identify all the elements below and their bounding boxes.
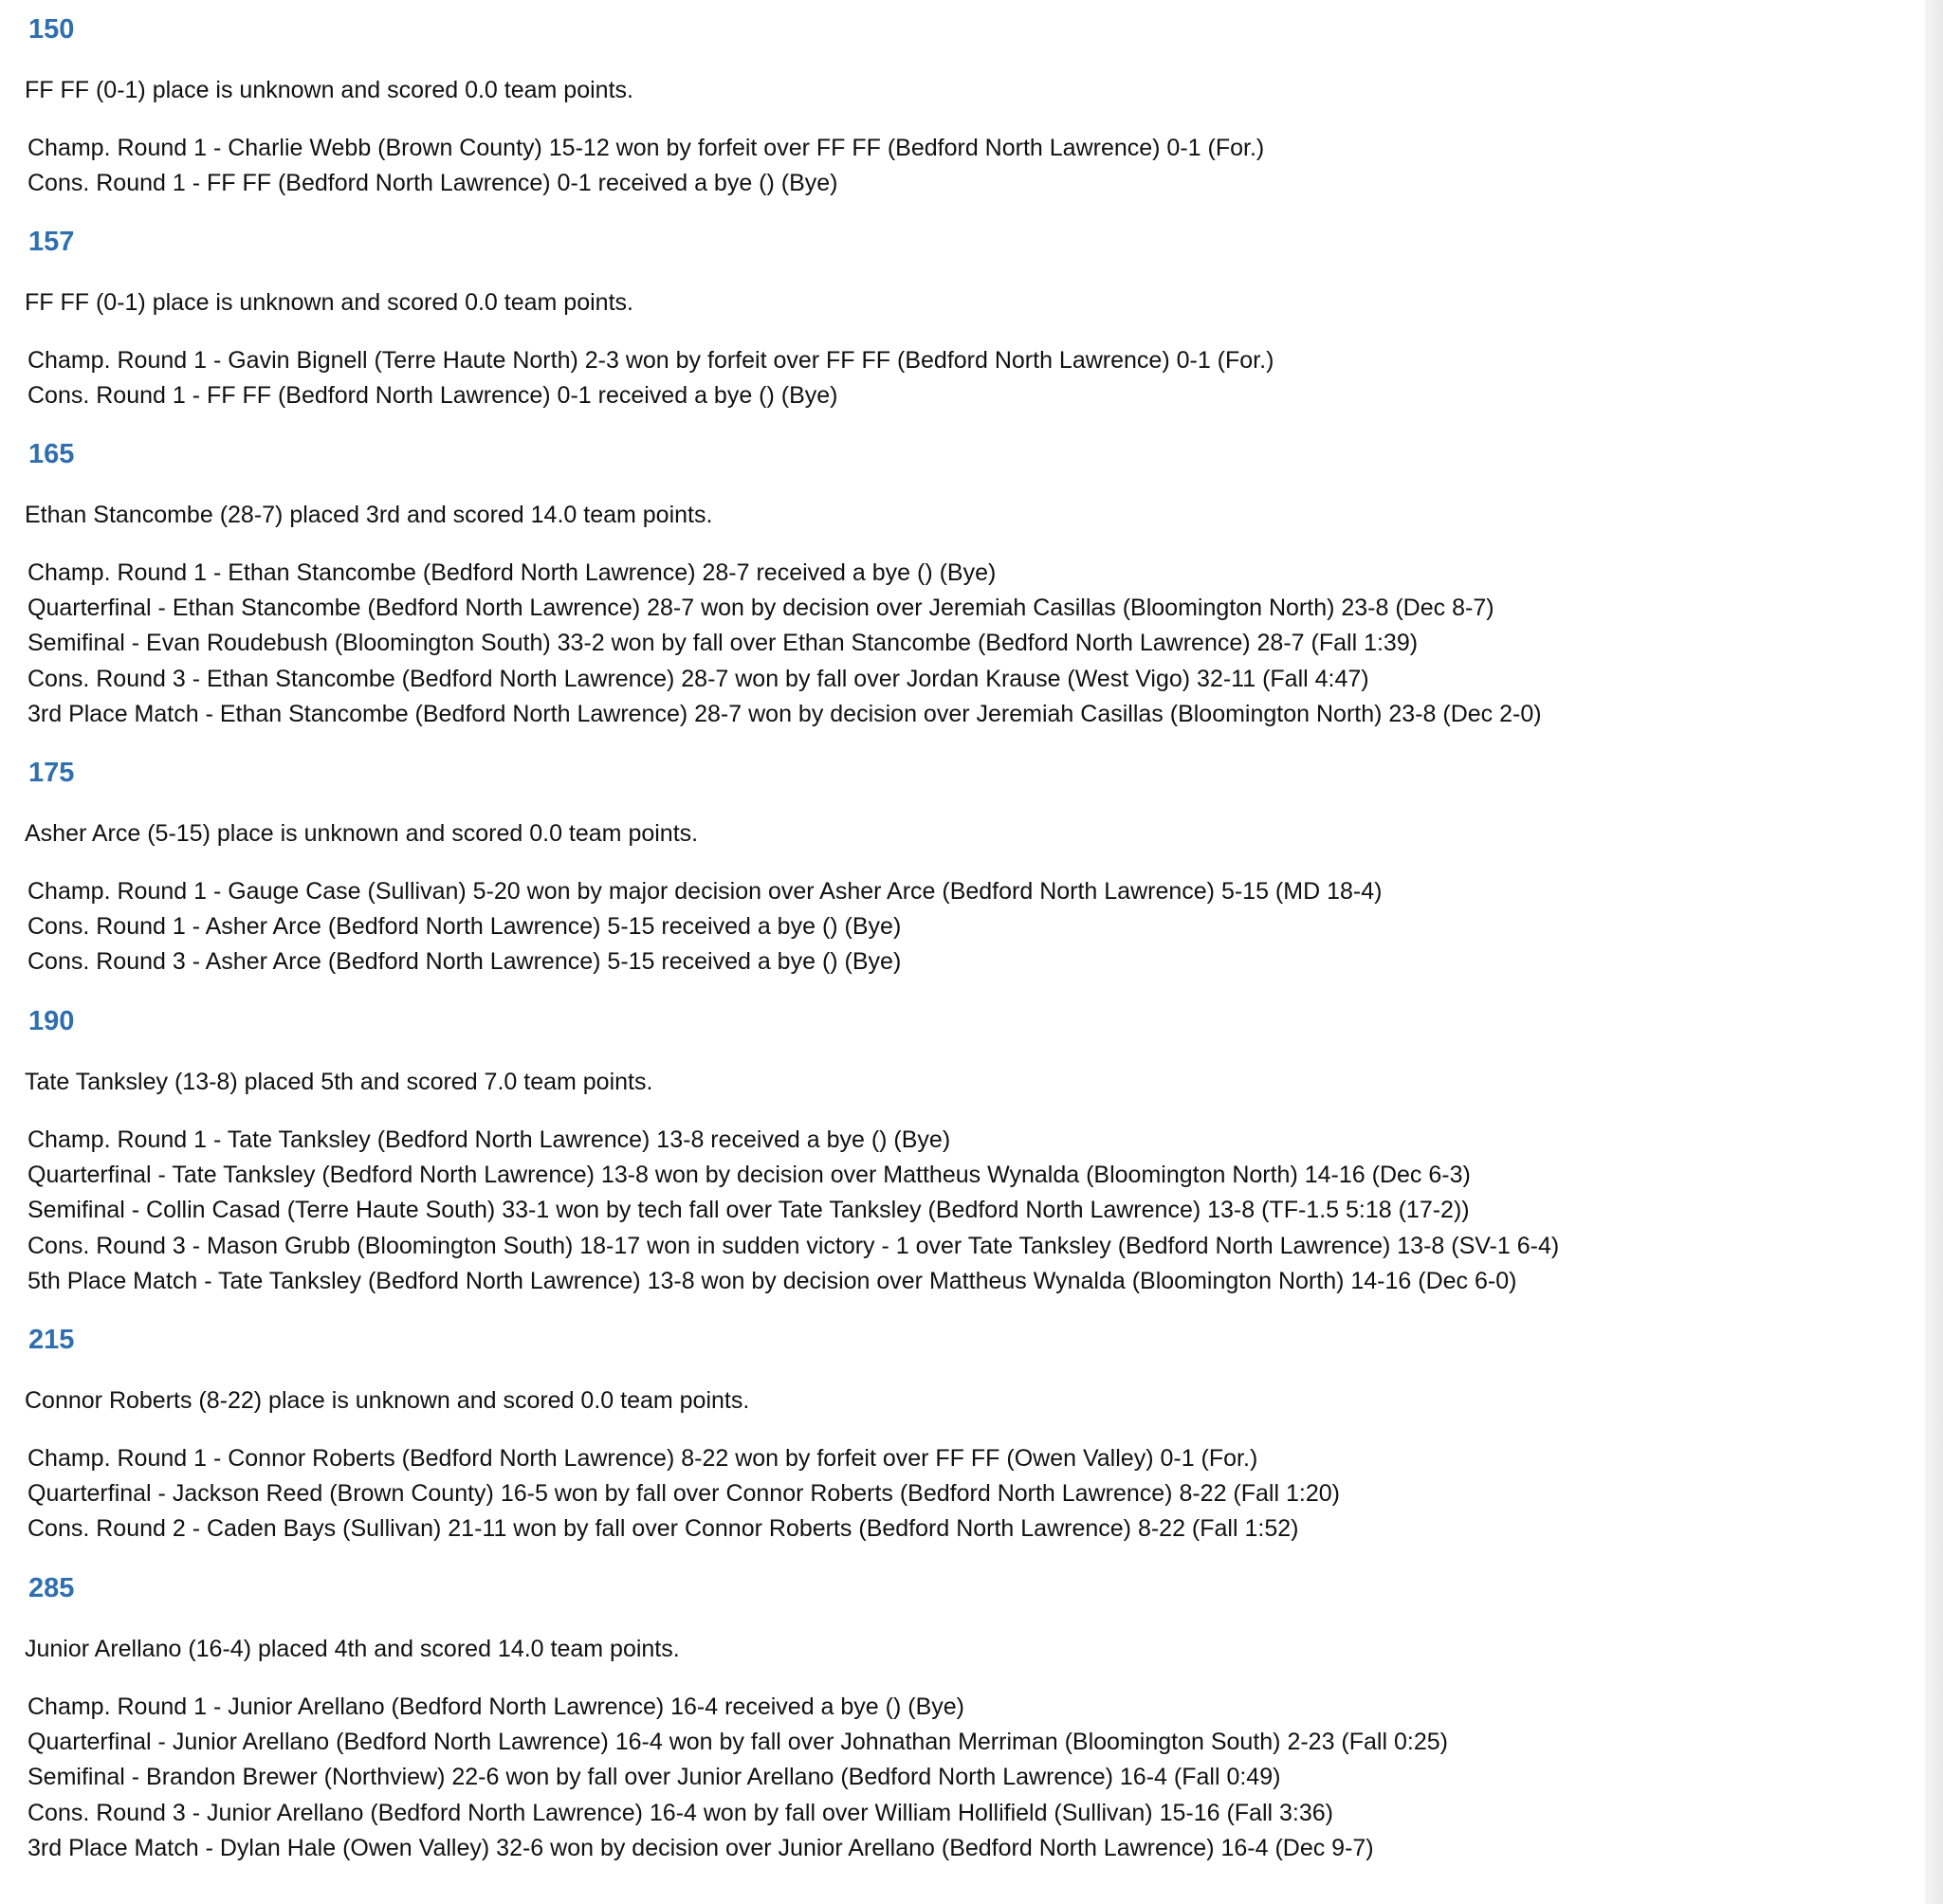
match-result: Semifinal - Brandon Brewer (Northview) 22-6 won by fall over Junior Arellano (Bedford North Lawrence) 16-4 (Fall 0:49) (27, 1764, 1281, 1790)
match-result: Champ. Round 1 - Charlie Webb (Brown County) 15-12 won by forfeit over FF FF (Bedford North Lawrence) 0-1 (For.) (27, 135, 1265, 161)
weight-class-heading: 215 (28, 1325, 75, 1355)
match-result: Cons. Round 1 - Asher Arce (Bedford North Lawrence) 5-15 received a bye () (Bye) (27, 913, 902, 940)
match-result: Cons. Round 3 - Mason Grubb (Bloomington South) 18-17 won in sudden victory - 1 over Tate Tanksley (Bedford North Lawrence) 13-8 (SV-1 6-4) (27, 1233, 1560, 1259)
weight-class-heading: 175 (28, 758, 75, 788)
match-result: Semifinal - Evan Roudebush (Bloomington South) 33-2 won by fall over Ethan Stancombe (Bedford North Lawrence) 28-7 (Fall 1:39) (27, 630, 1419, 656)
match-result: Cons. Round 3 - Junior Arellano (Bedford North Lawrence) 16-4 won by fall over William Hollifield (Sullivan) 15-16 (Fall 3:36) (27, 1800, 1334, 1826)
wrestler-summary: FF FF (0-1) place is unknown and scored 0.0 team points. (25, 77, 633, 103)
match-result: 3rd Place Match - Ethan Stancombe (Bedford North Lawrence) 28-7 won by decision over Jeremiah Casillas (Bloomington North) 23-8 (Dec 2-0) (27, 701, 1542, 727)
match-result: Champ. Round 1 - Connor Roberts (Bedford North Lawrence) 8-22 won by forfeit over FF FF (Owen Valley) 0-1 (For.) (27, 1445, 1258, 1472)
match-result: Quarterfinal - Jackson Reed (Brown County) 16-5 won by fall over Connor Roberts (Bedford North Lawrence) 8-22 (Fall 1:20) (27, 1480, 1340, 1507)
match-result: Champ. Round 1 - Ethan Stancombe (Bedford North Lawrence) 28-7 received a bye () (Bye) (27, 559, 997, 586)
wrestler-summary: Junior Arellano (16-4) placed 4th and scored 14.0 team points. (25, 1636, 680, 1662)
match-result: Cons. Round 3 - Asher Arce (Bedford North Lawrence) 5-15 received a bye () (Bye) (27, 948, 902, 975)
weight-class-heading: 157 (28, 227, 75, 257)
match-result: Quarterfinal - Tate Tanksley (Bedford North Lawrence) 13-8 won by decision over Mattheus Wynalda (Bloomington North) 14-16 (Dec 6-3) (27, 1162, 1471, 1188)
match-result: Cons. Round 3 - Ethan Stancombe (Bedford North Lawrence) 28-7 won by fall over Jordan Krause (West Vigo) 32-11 (Fall 4:47) (27, 666, 1369, 692)
match-result: Cons. Round 1 - FF FF (Bedford North Lawrence) 0-1 received a bye () (Bye) (27, 170, 838, 196)
match-result: Quarterfinal - Junior Arellano (Bedford North Lawrence) 16-4 won by fall over Johnathan Merriman (Bloomington South) 2-23 (Fall 0:25) (27, 1729, 1448, 1755)
weight-class-heading: 165 (28, 439, 75, 469)
match-result: Semifinal - Collin Casad (Terre Haute South) 33-1 won by tech fall over Tate Tanksley (Bedford North Lawrence) 13-8 (TF-1.5 5:18 (17-2)) (27, 1197, 1470, 1223)
wrestler-summary: Tate Tanksley (13-8) placed 5th and scored 7.0 team points. (25, 1069, 653, 1095)
match-result: Quarterfinal - Ethan Stancombe (Bedford North Lawrence) 28-7 won by decision over Jeremiah Casillas (Bloomington North) 23-8 (Dec 8-7) (27, 595, 1494, 621)
match-result: 5th Place Match - Tate Tanksley (Bedford North Lawrence) 13-8 won by decision over Mattheus Wynalda (Bloomington North) 14-16 (Dec 6-0) (27, 1268, 1517, 1294)
weight-class-heading: 285 (28, 1573, 75, 1603)
weight-class-heading: 150 (28, 14, 75, 45)
match-result: Cons. Round 1 - FF FF (Bedford North Lawrence) 0-1 received a bye () (Bye) (27, 382, 838, 409)
match-result: Champ. Round 1 - Junior Arellano (Bedford North Lawrence) 16-4 received a bye () (Bye) (27, 1693, 964, 1720)
page-right-edge (1925, 0, 1943, 1904)
wrestler-summary: Asher Arce (5-15) place is unknown and scored 0.0 team points. (25, 820, 699, 847)
match-result: Champ. Round 1 - Gauge Case (Sullivan) 5-20 won by major decision over Asher Arce (Bedford North Lawrence) 5-15 (MD 18-4) (27, 878, 1383, 905)
weight-class-heading: 190 (28, 1006, 75, 1036)
wrestler-summary: Connor Roberts (8-22) place is unknown and scored 0.0 team points. (25, 1387, 750, 1414)
wrestler-summary: FF FF (0-1) place is unknown and scored 0.0 team points. (25, 289, 633, 316)
wrestler-summary: Ethan Stancombe (28-7) placed 3rd and scored 14.0 team points. (25, 502, 713, 528)
match-result: 3rd Place Match - Dylan Hale (Owen Valley) 32-6 won by decision over Junior Arellano (Bedford North Lawrence) 16-4 (Dec 9-7) (27, 1835, 1374, 1861)
match-result: Champ. Round 1 - Tate Tanksley (Bedford North Lawrence) 13-8 received a bye () (Bye) (27, 1126, 951, 1153)
match-result: Champ. Round 1 - Gavin Bignell (Terre Haute North) 2-3 won by forfeit over FF FF (Bedford North Lawrence) 0-1 (For.) (27, 347, 1274, 374)
match-result: Cons. Round 2 - Caden Bays (Sullivan) 21-11 won by fall over Connor Roberts (Bedford North Lawrence) 8-22 (Fall 1:52) (27, 1515, 1299, 1542)
